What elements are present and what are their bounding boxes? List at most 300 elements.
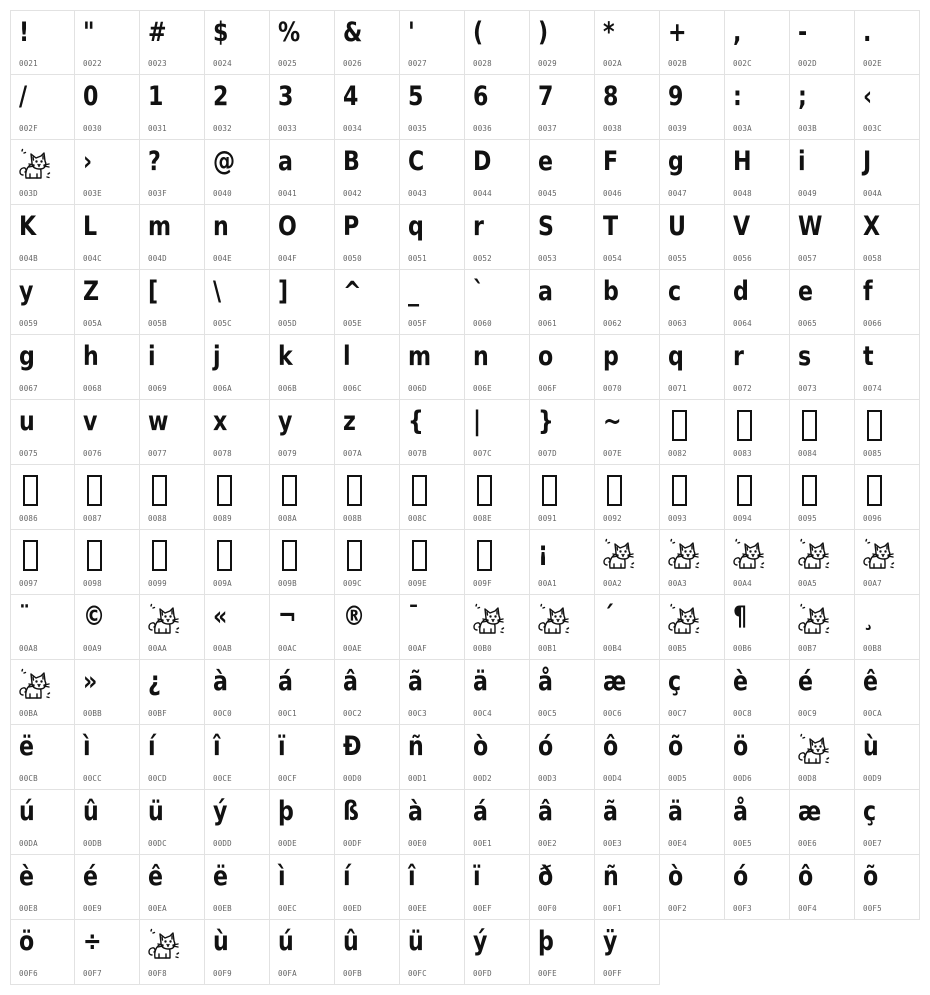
glyph-codepoint: 00CF <box>278 774 297 783</box>
glyph-cell-00ed <box>335 855 400 920</box>
glyph-cell-00e3 <box>595 790 660 855</box>
glyph-cell-0062 <box>595 270 660 335</box>
glyph-char: á <box>473 796 488 827</box>
glyph-cell-0023 <box>140 10 205 75</box>
glyph-codepoint: 00EE <box>408 904 427 913</box>
glyph-cell-0098 <box>75 530 140 595</box>
glyph-cell-002c <box>725 10 790 75</box>
glyph-codepoint: 003A <box>733 124 752 133</box>
glyph-codepoint: 00E2 <box>538 839 557 848</box>
glyph-codepoint: 00CE <box>213 774 232 783</box>
glyph-cell-004b <box>10 205 75 270</box>
glyph-char: * <box>603 17 615 48</box>
glyph-cell-00ac <box>270 595 335 660</box>
glyph-char: ! <box>19 17 30 48</box>
glyph-codepoint: 00C8 <box>733 709 752 718</box>
glyph-char: V <box>733 211 751 242</box>
glyph-char: ; <box>798 81 807 112</box>
glyph-cell-00b6 <box>725 595 790 660</box>
glyph-codepoint: 0028 <box>473 59 492 68</box>
glyph-char: S <box>538 211 554 242</box>
glyph-char: [ <box>148 276 159 307</box>
glyph-char: ý <box>473 926 488 957</box>
glyph-cell-0083 <box>725 400 790 465</box>
missing-glyph-box-icon <box>737 410 752 441</box>
glyph-char: g <box>668 146 684 177</box>
glyph-cell-005c <box>205 270 270 335</box>
glyph-cell-00a8 <box>10 595 75 660</box>
glyph-codepoint: 00E9 <box>83 904 102 913</box>
glyph-char: â <box>343 666 358 697</box>
glyph-char: n <box>473 341 489 372</box>
glyph-cell-003d <box>10 140 75 205</box>
glyph-codepoint: 002D <box>798 59 817 68</box>
glyph-char: ÿ <box>603 926 618 957</box>
missing-glyph-box-icon <box>477 540 492 571</box>
glyph-cell-00da <box>10 790 75 855</box>
glyph-cell-00b8 <box>855 595 920 660</box>
glyph-codepoint: 009F <box>473 579 492 588</box>
glyph-char: u <box>19 406 35 437</box>
glyph-cell-00a7 <box>855 530 920 595</box>
glyph-codepoint: 00D3 <box>538 774 557 783</box>
glyph-cell-0049 <box>790 140 855 205</box>
glyph-codepoint: 0021 <box>19 59 38 68</box>
glyph-codepoint: 0092 <box>603 514 622 523</box>
glyph-codepoint: 0075 <box>19 449 38 458</box>
glyph-codepoint: 003C <box>863 124 882 133</box>
glyph-char: â <box>538 796 553 827</box>
glyph-codepoint: 0089 <box>213 514 232 523</box>
glyph-codepoint: 0067 <box>19 384 38 393</box>
glyph-char: ë <box>19 731 35 762</box>
glyph-cell-0035 <box>400 75 465 140</box>
glyph-cell-0059 <box>10 270 75 335</box>
glyph-cell-003e <box>75 140 140 205</box>
glyph-codepoint: 007E <box>603 449 622 458</box>
glyph-cell-00a1 <box>530 530 595 595</box>
glyph-codepoint: 00A8 <box>19 644 38 653</box>
glyph-codepoint: 0031 <box>148 124 167 133</box>
glyph-char: f <box>863 276 873 307</box>
glyph-cell-002a <box>595 10 660 75</box>
glyph-codepoint: 00C6 <box>603 709 622 718</box>
glyph-codepoint: 002A <box>603 59 622 68</box>
glyph-cell-00e4 <box>660 790 725 855</box>
glyph-cell-00d0 <box>335 725 400 790</box>
glyph-codepoint: 0072 <box>733 384 752 393</box>
glyph-cell-00a2 <box>595 530 660 595</box>
glyph-codepoint: 0078 <box>213 449 232 458</box>
glyph-codepoint: 003F <box>148 189 167 198</box>
glyph-cell-0077 <box>140 400 205 465</box>
glyph-char: ì <box>83 731 91 762</box>
glyph-codepoint: 00F0 <box>538 904 557 913</box>
glyph-codepoint: 00A1 <box>538 579 557 588</box>
glyph-cell-0073 <box>790 335 855 400</box>
missing-glyph-box-icon <box>867 475 882 506</box>
glyph-cell-006f <box>530 335 595 400</box>
glyph-cell-0033 <box>270 75 335 140</box>
missing-glyph-box-icon <box>802 475 817 506</box>
glyph-cell-0041 <box>270 140 335 205</box>
glyph-codepoint: 0060 <box>473 319 492 328</box>
glyph-cell-00d1 <box>400 725 465 790</box>
glyph-codepoint: 00C3 <box>408 709 427 718</box>
glyph-codepoint: 0084 <box>798 449 817 458</box>
glyph-codepoint: 00AA <box>148 644 167 653</box>
glyph-cell-00ba <box>10 660 75 725</box>
glyph-cell-005f <box>400 270 465 335</box>
missing-glyph-box-icon <box>347 475 362 506</box>
glyph-codepoint: 00E1 <box>473 839 492 848</box>
glyph-cell-0028 <box>465 10 530 75</box>
glyph-char: t <box>863 341 874 372</box>
glyph-char: ¡ <box>538 536 549 567</box>
glyph-cell-008e <box>465 465 530 530</box>
glyph-char: ¿ <box>148 666 161 697</box>
glyph-cell-002b <box>660 10 725 75</box>
glyph-cell-0046 <box>595 140 660 205</box>
glyph-char: & <box>343 17 363 48</box>
glyph-codepoint: 00A7 <box>863 579 882 588</box>
glyph-cell-00c7 <box>660 660 725 725</box>
missing-glyph-box-icon <box>412 540 427 571</box>
glyph-char: i <box>798 146 806 177</box>
glyph-char: ¬ <box>278 601 297 632</box>
glyph-cell-00e6 <box>790 790 855 855</box>
glyph-cell-0039 <box>660 75 725 140</box>
glyph-cell-008b <box>335 465 400 530</box>
glyph-char: ä <box>473 666 488 697</box>
glyph-cell-0053 <box>530 205 595 270</box>
glyph-cell-00ca <box>855 660 920 725</box>
glyph-cell-0022 <box>75 10 140 75</box>
glyph-char: ë <box>213 861 229 892</box>
glyph-char: 3 <box>278 81 294 112</box>
glyph-cell-00ec <box>270 855 335 920</box>
glyph-cell-003c <box>855 75 920 140</box>
glyph-cell-005e <box>335 270 400 335</box>
glyph-codepoint: 004A <box>863 189 882 198</box>
glyph-char: ô <box>798 861 814 892</box>
glyph-cell-00df <box>335 790 400 855</box>
glyph-char: n <box>213 211 229 242</box>
glyph-cell-00d5 <box>660 725 725 790</box>
glyph-codepoint: 008B <box>343 514 362 523</box>
glyph-codepoint: 0043 <box>408 189 427 198</box>
glyph-cell-0066 <box>855 270 920 335</box>
glyph-char: b <box>603 276 619 307</box>
glyph-codepoint: 00D8 <box>798 774 817 783</box>
glyph-char: ò <box>668 861 684 892</box>
cat-icon <box>797 603 831 637</box>
glyph-codepoint: 00FE <box>538 969 557 978</box>
glyph-cell-006d <box>400 335 465 400</box>
glyph-char: æ <box>798 796 822 827</box>
glyph-char: { <box>408 406 424 437</box>
glyph-codepoint: 00E6 <box>798 839 817 848</box>
glyph-cell-00f2 <box>660 855 725 920</box>
glyph-codepoint: 0055 <box>668 254 687 263</box>
glyph-char: # <box>148 17 167 48</box>
glyph-codepoint: 0023 <box>148 59 167 68</box>
cat-icon <box>602 538 636 572</box>
glyph-codepoint: 0041 <box>278 189 297 198</box>
glyph-cell-0096 <box>855 465 920 530</box>
glyph-cell-005d <box>270 270 335 335</box>
glyph-codepoint: 00D6 <box>733 774 752 783</box>
glyph-cell-0056 <box>725 205 790 270</box>
glyph-cell-0091 <box>530 465 595 530</box>
glyph-cell-00db <box>75 790 140 855</box>
missing-glyph-box-icon <box>23 540 38 571</box>
glyph-char: Z <box>83 276 100 307</box>
glyph-char: m <box>408 341 432 372</box>
glyph-cell-0068 <box>75 335 140 400</box>
glyph-codepoint: 00FF <box>603 969 622 978</box>
glyph-cell-00d4 <box>595 725 660 790</box>
missing-glyph-box-icon <box>672 410 687 441</box>
glyph-cell-009b <box>270 530 335 595</box>
glyph-cell-00e9 <box>75 855 140 920</box>
glyph-char: ^ <box>343 276 362 307</box>
glyph-cell-00cb <box>10 725 75 790</box>
glyph-codepoint: 0042 <box>343 189 362 198</box>
glyph-char: $ <box>213 17 229 48</box>
missing-glyph-box-icon <box>412 475 427 506</box>
glyph-char: ó <box>538 731 554 762</box>
glyph-cell-00ab <box>205 595 270 660</box>
glyph-char: _ <box>408 276 420 307</box>
glyph-cell-00c9 <box>790 660 855 725</box>
glyph-codepoint: 004E <box>213 254 232 263</box>
glyph-char: . <box>863 17 872 48</box>
glyph-cell-00a3 <box>660 530 725 595</box>
glyph-cell-00e5 <box>725 790 790 855</box>
glyph-char: ` <box>473 276 485 307</box>
glyph-char: ü <box>408 926 424 957</box>
glyph-cell-00c4 <box>465 660 530 725</box>
glyph-cell-00c0 <box>205 660 270 725</box>
glyph-char: q <box>408 211 424 242</box>
glyph-char: ú <box>278 926 294 957</box>
glyph-char: ù <box>863 731 879 762</box>
glyph-char: 9 <box>668 81 684 112</box>
glyph-codepoint: 0094 <box>733 514 752 523</box>
glyph-char: , <box>733 17 742 48</box>
glyph-cell-0038 <box>595 75 660 140</box>
glyph-char: c <box>668 276 682 307</box>
cat-icon <box>667 603 701 637</box>
glyph-codepoint: 00C5 <box>538 709 557 718</box>
glyph-codepoint: 00B1 <box>538 644 557 653</box>
glyph-codepoint: 00C9 <box>798 709 817 718</box>
glyph-cell-0055 <box>660 205 725 270</box>
glyph-codepoint: 00D0 <box>343 774 362 783</box>
glyph-char: à <box>408 796 423 827</box>
glyph-codepoint: 00BB <box>83 709 102 718</box>
glyph-char: › <box>83 146 93 177</box>
glyph-char: j <box>213 341 221 372</box>
glyph-char: ¸ <box>863 601 875 632</box>
glyph-cell-00d6 <box>725 725 790 790</box>
glyph-codepoint: 005C <box>213 319 232 328</box>
glyph-cell-00cc <box>75 725 140 790</box>
glyph-char: F <box>603 146 619 177</box>
glyph-char: é <box>83 861 99 892</box>
glyph-cell-0097 <box>10 530 75 595</box>
glyph-cell-004d <box>140 205 205 270</box>
glyph-cell-0072 <box>725 335 790 400</box>
glyph-codepoint: 004D <box>148 254 167 263</box>
glyph-char: + <box>668 17 687 48</box>
glyph-char: l <box>343 341 351 372</box>
glyph-char: @ <box>213 146 236 177</box>
glyph-codepoint: 006E <box>473 384 492 393</box>
glyph-char: ) <box>538 17 549 48</box>
glyph-codepoint: 0093 <box>668 514 687 523</box>
glyph-codepoint: 00CD <box>148 774 167 783</box>
glyph-char: ò <box>473 731 489 762</box>
glyph-char: e <box>798 276 814 307</box>
missing-glyph-box-icon <box>87 475 102 506</box>
glyph-cell-00d9 <box>855 725 920 790</box>
glyph-codepoint: 0085 <box>863 449 882 458</box>
glyph-codepoint: 00E3 <box>603 839 622 848</box>
glyph-codepoint: 00C1 <box>278 709 297 718</box>
glyph-cell-00f9 <box>205 920 270 985</box>
missing-glyph-box-icon <box>607 475 622 506</box>
glyph-codepoint: 0097 <box>19 579 38 588</box>
glyph-char: õ <box>668 731 684 762</box>
glyph-cell-00aa <box>140 595 205 660</box>
glyph-cell-0036 <box>465 75 530 140</box>
glyph-char: h <box>83 341 99 372</box>
glyph-codepoint: 00F6 <box>19 969 38 978</box>
glyph-cell-00e0 <box>400 790 465 855</box>
glyph-codepoint: 002F <box>19 124 38 133</box>
glyph-char: x <box>213 406 228 437</box>
glyph-cell-0050 <box>335 205 400 270</box>
glyph-codepoint: 006A <box>213 384 232 393</box>
glyph-codepoint: 004F <box>278 254 297 263</box>
glyph-char: D <box>473 146 492 177</box>
glyph-codepoint: 0066 <box>863 319 882 328</box>
glyph-cell-002f <box>10 75 75 140</box>
glyph-codepoint: 00F1 <box>603 904 622 913</box>
glyph-codepoint: 0073 <box>798 384 817 393</box>
glyph-codepoint: 00A2 <box>603 579 622 588</box>
glyph-codepoint: 0086 <box>19 514 38 523</box>
glyph-codepoint: 0039 <box>668 124 687 133</box>
glyph-codepoint: 0058 <box>863 254 882 263</box>
glyph-char: / <box>19 81 28 112</box>
glyph-codepoint: 00C0 <box>213 709 232 718</box>
glyph-codepoint: 006C <box>343 384 362 393</box>
glyph-codepoint: 003D <box>19 189 38 198</box>
glyph-codepoint: 007D <box>538 449 557 458</box>
glyph-cell-004a <box>855 140 920 205</box>
glyph-char: L <box>83 211 98 242</box>
glyph-cell-0029 <box>530 10 595 75</box>
glyph-cell-00af <box>400 595 465 660</box>
glyph-codepoint: 0035 <box>408 124 427 133</box>
glyph-char: d <box>733 276 749 307</box>
glyph-char: ü <box>148 796 164 827</box>
glyph-codepoint: 0037 <box>538 124 557 133</box>
glyph-cell-00f6 <box>10 920 75 985</box>
cat-icon <box>18 668 52 702</box>
glyph-cell-009e <box>400 530 465 595</box>
glyph-codepoint: 00F5 <box>863 904 882 913</box>
glyph-cell-00d2 <box>465 725 530 790</box>
glyph-codepoint: 006B <box>278 384 297 393</box>
glyph-codepoint: 0029 <box>538 59 557 68</box>
glyph-char: û <box>343 926 359 957</box>
glyph-char: 5 <box>408 81 424 112</box>
glyph-char: U <box>668 211 686 242</box>
glyph-char: ç <box>863 796 877 827</box>
glyph-char: r <box>733 341 744 372</box>
glyph-char: z <box>343 406 356 437</box>
glyph-char: ï <box>473 861 481 892</box>
glyph-cell-00ce <box>205 725 270 790</box>
cat-icon <box>472 603 506 637</box>
glyph-char: - <box>798 17 808 48</box>
glyph-codepoint: 00E8 <box>19 904 38 913</box>
glyph-codepoint: 0098 <box>83 579 102 588</box>
glyph-codepoint: 00DD <box>213 839 232 848</box>
glyph-cell-0078 <box>205 400 270 465</box>
glyph-char: X <box>863 211 881 242</box>
glyph-cell-00ea <box>140 855 205 920</box>
glyph-char: 4 <box>343 81 359 112</box>
glyph-codepoint: 00E7 <box>863 839 882 848</box>
glyph-char: } <box>538 406 554 437</box>
glyph-cell-0051 <box>400 205 465 270</box>
glyph-cell-00ae <box>335 595 400 660</box>
glyph-codepoint: 00ED <box>343 904 362 913</box>
glyph-codepoint: 00E5 <box>733 839 752 848</box>
glyph-char: ý <box>213 796 228 827</box>
glyph-cell-003a <box>725 75 790 140</box>
glyph-codepoint: 0099 <box>148 579 167 588</box>
glyph-codepoint: 0079 <box>278 449 297 458</box>
glyph-cell-0067 <box>10 335 75 400</box>
glyph-codepoint: 00AB <box>213 644 232 653</box>
glyph-char: ´ <box>603 601 615 632</box>
glyph-codepoint: 00E4 <box>668 839 687 848</box>
glyph-cell-00ff <box>595 920 660 985</box>
glyph-cell-0069 <box>140 335 205 400</box>
glyph-cell-0064 <box>725 270 790 335</box>
glyph-cell-009a <box>205 530 270 595</box>
glyph-cell-0099 <box>140 530 205 595</box>
glyph-char: î <box>213 731 221 762</box>
glyph-cell-0037 <box>530 75 595 140</box>
glyph-codepoint: 00BF <box>148 709 167 718</box>
glyph-char: a <box>538 276 553 307</box>
glyph-cell-00a5 <box>790 530 855 595</box>
glyph-codepoint: 00DE <box>278 839 297 848</box>
glyph-char: ¨ <box>19 601 31 632</box>
glyph-char: B <box>343 146 360 177</box>
glyph-char: á <box>278 666 293 697</box>
glyph-char: a <box>278 146 293 177</box>
glyph-char: 1 <box>148 81 164 112</box>
glyph-cell-003b <box>790 75 855 140</box>
